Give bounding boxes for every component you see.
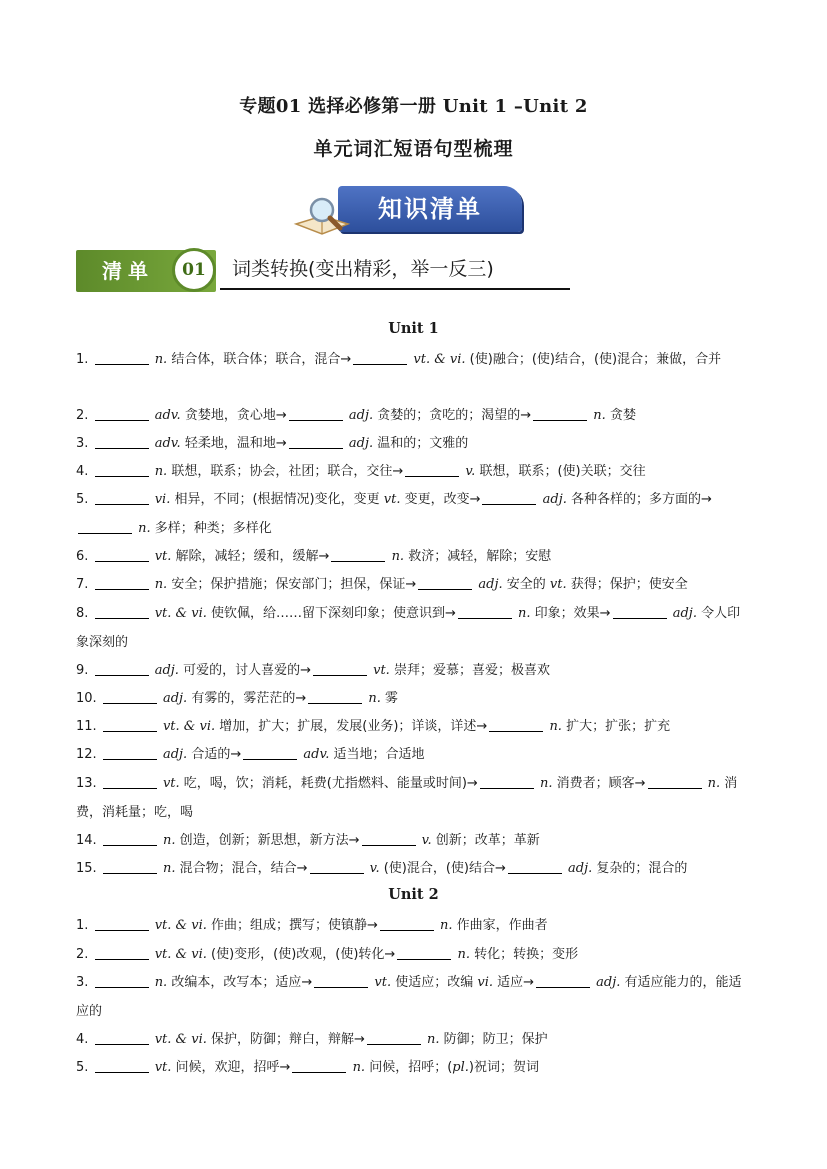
answer-blank[interactable]	[95, 661, 149, 676]
section-label: 清单	[102, 259, 154, 283]
answer-blank[interactable]	[95, 547, 149, 562]
vocab-item: 3. adv. 轻柔地，温和地→ adj. 温和的；文雅的	[76, 436, 469, 451]
answer-blank[interactable]	[95, 1058, 149, 1073]
answer-blank[interactable]	[292, 1058, 346, 1073]
answer-blank[interactable]	[95, 916, 149, 931]
answer-blank[interactable]	[95, 973, 149, 988]
answer-blank[interactable]	[310, 859, 364, 874]
answer-blank[interactable]	[103, 689, 157, 704]
answer-blank[interactable]	[95, 406, 149, 421]
answer-blank[interactable]	[95, 434, 149, 449]
answer-blank[interactable]	[103, 831, 157, 846]
answer-blank[interactable]	[397, 945, 451, 960]
answer-blank[interactable]	[103, 774, 157, 789]
vocab-item: 13. vt. 吃，喝，饮；消耗，耗费(尤指燃料、能量或时间)→ n. 消费者；顾客→ n. 消费，消耗量；吃，喝	[76, 776, 738, 820]
vocab-item: 11. vt. & vi. 增加，扩大；扩展，发展(业务)；详谈，详述→ n. 扩大；扩张；扩充	[76, 719, 671, 734]
answer-blank[interactable]	[103, 717, 157, 732]
knowledge-banner	[292, 180, 532, 244]
vocab-item: 9. adj. 可爱的，讨人喜爱的→ vt. 崇拜；爱慕；喜爱；极喜欢	[76, 663, 550, 678]
answer-blank[interactable]	[103, 859, 157, 874]
document-title: 专题01 选择必修第一册 Unit 1 –Unit 2	[239, 96, 588, 117]
vocab-item: 14. n. 创造，创新；新思想，新方法→ v. 创新；改革；革新	[76, 833, 540, 848]
unit2-heading: Unit 2	[388, 886, 439, 903]
answer-blank[interactable]	[380, 916, 434, 931]
vocab-item: 4. vt. & vi. 保护，防御；辩白，辩解→ n. 防御；防卫；保护	[76, 1032, 548, 1047]
answer-blank[interactable]	[289, 434, 343, 449]
section-number: 01	[172, 248, 216, 292]
answer-blank[interactable]	[613, 604, 667, 619]
book-magnifier-icon	[292, 194, 362, 242]
answer-blank[interactable]	[78, 519, 132, 534]
answer-blank[interactable]	[289, 406, 343, 421]
vocab-item: 5. vi. 相异，不同；(根据情况)变化，变更 vt. 变更，改变→ adj. 各种各样的；多方面的→ n. 多样；种类；多样化	[76, 492, 712, 536]
vocab-item: 2. adv. 贪婪地，贪心地→ adj. 贪婪的；贪吃的；渴望的→ n. 贪婪	[76, 408, 636, 423]
vocab-item: 2. vt. & vi. (使)变形，(使)改观，(使)转化→ n. 转化；转换；变形	[76, 947, 579, 962]
vocab-item: 1. n. 结合体，联合体；联合，混合→ vt. & vi. (使)融合；(使)结合，(使)混合；兼做，合并	[76, 352, 722, 367]
answer-blank[interactable]	[489, 717, 543, 732]
answer-blank[interactable]	[480, 774, 534, 789]
answer-blank[interactable]	[95, 945, 149, 960]
answer-blank[interactable]	[533, 406, 587, 421]
answer-blank[interactable]	[95, 575, 149, 590]
answer-blank[interactable]	[362, 831, 416, 846]
vocab-item: 7. n. 安全；保护措施；保安部门；担保，保证→ adj. 安全的 vt. 获得；保护；使安全	[76, 577, 688, 592]
vocab-item: 3. n. 改编本，改写本；适应→ vt. 使适应；改编 vi. 适应→ adj. 有适应能力的，能适应的	[76, 975, 742, 1019]
answer-blank[interactable]	[331, 547, 385, 562]
vocab-item: 12. adj. 合适的→ adv. 适当地；合适地	[76, 747, 425, 762]
answer-blank[interactable]	[314, 973, 368, 988]
answer-blank[interactable]	[536, 973, 590, 988]
answer-blank[interactable]	[405, 462, 459, 477]
answer-blank[interactable]	[95, 1030, 149, 1045]
section-marker	[76, 250, 216, 292]
answer-blank[interactable]	[95, 490, 149, 505]
answer-blank[interactable]	[95, 604, 149, 619]
vocab-item: 4. n. 联想，联系；协会，社团；联合，交往→ v. 联想，联系；(使)关联；交往	[76, 464, 646, 479]
unit1-heading: Unit 1	[388, 320, 439, 337]
answer-blank[interactable]	[95, 462, 149, 477]
vocab-item: 5. vt. 问候，欢迎，招呼→ n. 问候，招呼；(pl.)祝词；贺词	[76, 1060, 539, 1075]
vocab-item: 15. n. 混合物；混合，结合→ v. (使)混合，(使)结合→ adj. 复杂的；混合的	[76, 861, 688, 876]
answer-blank[interactable]	[418, 575, 472, 590]
section-underline	[220, 288, 570, 290]
answer-blank[interactable]	[508, 859, 562, 874]
answer-blank[interactable]	[313, 661, 367, 676]
answer-blank[interactable]	[308, 689, 362, 704]
answer-blank[interactable]	[458, 604, 512, 619]
vocab-item: 10. adj. 有雾的，雾茫茫的→ n. 雾	[76, 691, 399, 706]
banner-label: 知识清单	[378, 195, 482, 223]
banner-tab	[338, 186, 522, 232]
answer-blank[interactable]	[243, 745, 297, 760]
answer-blank[interactable]	[353, 350, 407, 365]
answer-blank[interactable]	[103, 745, 157, 760]
document-subtitle: 单元词汇短语句型梳理	[313, 138, 514, 160]
answer-blank[interactable]	[648, 774, 702, 789]
section-title: 词类转换(变出精彩，举一反三)	[232, 258, 494, 280]
answer-blank[interactable]	[95, 350, 149, 365]
answer-blank[interactable]	[482, 490, 536, 505]
vocab-item: 8. vt. & vi. 使钦佩，给……留下深刻印象；使意识到→ n. 印象；效果→ adj. 令人印象深刻的	[76, 606, 741, 650]
vocab-item: 6. vt. 解除，减轻；缓和，缓解→ n. 救济；减轻，解除；安慰	[76, 549, 552, 564]
answer-blank[interactable]	[367, 1030, 421, 1045]
vocab-item: 1. vt. & vi. 作曲；组成；撰写；使镇静→ n. 作曲家，作曲者	[76, 918, 548, 933]
